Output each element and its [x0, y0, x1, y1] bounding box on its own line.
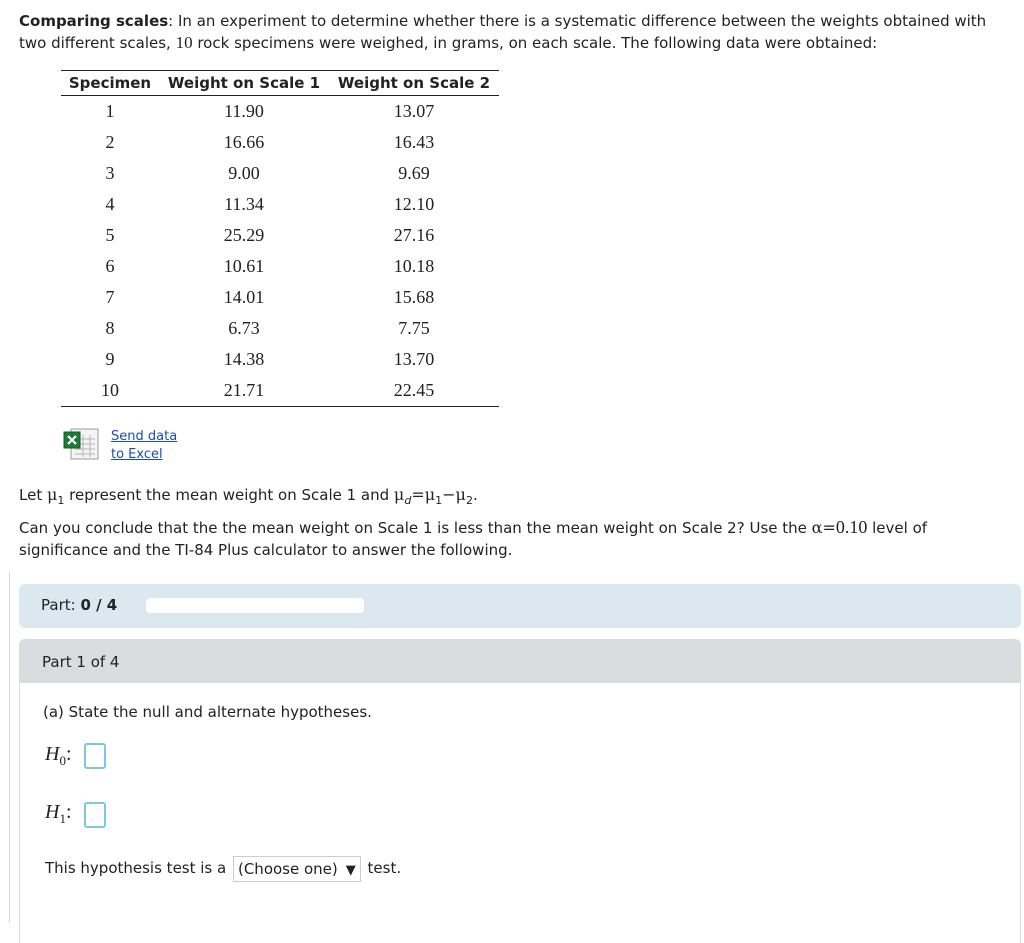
cell-specimen: 10 — [61, 375, 159, 407]
part-progress-value: 0 / 4 — [80, 596, 118, 614]
period: . — [472, 486, 478, 504]
part-1-body — [19, 683, 1021, 943]
cell-scale-1: 6.73 — [228, 318, 260, 338]
alternate-hypothesis-input[interactable] — [84, 802, 106, 828]
mu-symbol: μ — [393, 485, 405, 504]
header-specimen: Specimen — [61, 71, 159, 96]
question-text — [19, 516, 1004, 561]
table-row — [61, 189, 499, 220]
cell-scale-2: 27.16 — [393, 225, 435, 245]
test-type-select[interactable] — [233, 856, 361, 882]
cell-scale-2: 7.75 — [398, 318, 430, 338]
table-row — [61, 158, 499, 189]
progress-track — [146, 598, 364, 613]
h1-colon: : — [65, 801, 72, 823]
send-to-excel-link[interactable] — [111, 428, 177, 464]
cell-scale-2: 15.68 — [393, 287, 435, 307]
part-1-title: Part 1 of 4 — [42, 653, 120, 671]
table-row — [61, 220, 499, 251]
mu-symbol: μ — [46, 485, 58, 504]
cell-scale-2: 13.07 — [393, 101, 435, 121]
cell-scale-1: 10.61 — [223, 256, 265, 276]
null-hypothesis-label — [45, 743, 72, 769]
subscript-2: 2 — [465, 494, 473, 507]
cell-scale-2: 13.70 — [393, 349, 435, 369]
task-instruction: (a) State the null and alternate hypotheses. — [43, 703, 372, 721]
left-divider — [9, 572, 10, 923]
data-table — [61, 70, 499, 407]
cell-scale-1: 21.71 — [159, 375, 329, 407]
test-type-suffix: test. — [367, 859, 402, 877]
intro-text-1: : In an experiment to determine whether there is a systematic difference between the weights obtained with two different scales, — [19, 12, 987, 52]
part-1-header — [19, 639, 1021, 683]
table-header-row — [61, 71, 499, 96]
cell-scale-1: 9.00 — [228, 163, 260, 183]
mu-symbol: μ — [455, 485, 466, 504]
cell-scale-2: 10.18 — [393, 256, 435, 276]
equals-sign: = — [822, 518, 836, 537]
question-text-2: level of significance and the TI-84 Plus calculator to answer the following. — [19, 519, 928, 559]
cell-specimen: 3 — [105, 163, 115, 183]
cell-specimen: 4 — [105, 194, 115, 214]
cell-scale-2: 22.45 — [329, 375, 499, 407]
excel-link-line-2[interactable]: to Excel — [111, 447, 163, 462]
cell-specimen: 1 — [105, 101, 115, 121]
cell-scale-1: 25.29 — [223, 225, 265, 245]
h0-subscript: 0 — [59, 753, 66, 768]
cell-specimen: 5 — [105, 225, 115, 245]
subscript-d: d — [404, 494, 412, 507]
h1-subscript: 1 — [59, 811, 66, 826]
table-row — [61, 344, 499, 375]
table-row — [61, 375, 499, 407]
cell-specimen: 9 — [105, 349, 115, 369]
problem-title: Comparing scales — [19, 12, 169, 30]
cell-scale-2: 12.10 — [393, 194, 435, 214]
let-middle: represent the mean weight on Scale 1 and — [64, 486, 394, 504]
cell-scale-1: 11.90 — [224, 101, 264, 121]
cell-specimen: 7 — [105, 287, 115, 307]
cell-scale-2: 16.43 — [393, 132, 435, 152]
excel-link-line-1[interactable]: Send data — [111, 429, 178, 444]
table-row — [61, 282, 499, 313]
header-scale-1: Weight on Scale 1 — [159, 71, 329, 96]
cell-scale-1: 11.34 — [224, 194, 264, 214]
table-row — [61, 313, 499, 344]
subscript-1: 1 — [435, 494, 443, 507]
problem-statement — [19, 10, 1014, 54]
part-progress-label — [41, 596, 117, 614]
let-prefix: Let — [19, 486, 47, 504]
intro-text-2: rock specimens were weighed, in grams, on each scale. The following data were obtained: — [192, 34, 878, 52]
minus-sign: − — [442, 485, 456, 504]
table-row — [61, 127, 499, 158]
table-row — [61, 251, 499, 282]
test-type-selected-value[interactable]: (Choose one) — [237, 860, 338, 878]
excel-icon[interactable] — [63, 427, 100, 461]
dropdown-arrow-icon[interactable]: ▼ — [345, 863, 356, 878]
table-row — [61, 96, 499, 128]
equals-sign: = — [411, 485, 425, 504]
cell-scale-1: 14.38 — [223, 349, 265, 369]
subscript-1: 1 — [57, 494, 65, 507]
test-type-prefix: This hypothesis test is a — [45, 859, 227, 877]
h1-letter: H — [45, 801, 60, 823]
cell-specimen: 8 — [105, 318, 115, 338]
cell-scale-2: 9.69 — [398, 163, 430, 183]
null-hypothesis-input[interactable] — [84, 743, 106, 769]
h0-letter: H — [45, 743, 60, 765]
cell-scale-1: 16.66 — [223, 132, 265, 152]
cell-scale-1: 14.01 — [223, 287, 265, 307]
part-progress-panel — [19, 584, 1021, 628]
part-label-text: Part: — [41, 596, 81, 614]
mu-symbol: μ — [424, 485, 436, 504]
test-type-sentence — [45, 856, 401, 882]
cell-specimen: 6 — [105, 256, 115, 276]
header-scale-2: Weight on Scale 2 — [329, 71, 499, 96]
definition-statement — [19, 484, 478, 512]
h0-colon: : — [65, 743, 72, 765]
cell-specimen: 2 — [105, 132, 115, 152]
alternate-hypothesis-label — [45, 801, 72, 827]
alpha-symbol: α — [811, 518, 823, 537]
intro-specimen-count: 10 — [175, 33, 193, 52]
question-text-1: Can you conclude that the the mean weight on Scale 1 is less than the mean weight on Scale 2? Use the — [19, 519, 812, 537]
alpha-value: 0.10 — [835, 517, 868, 537]
